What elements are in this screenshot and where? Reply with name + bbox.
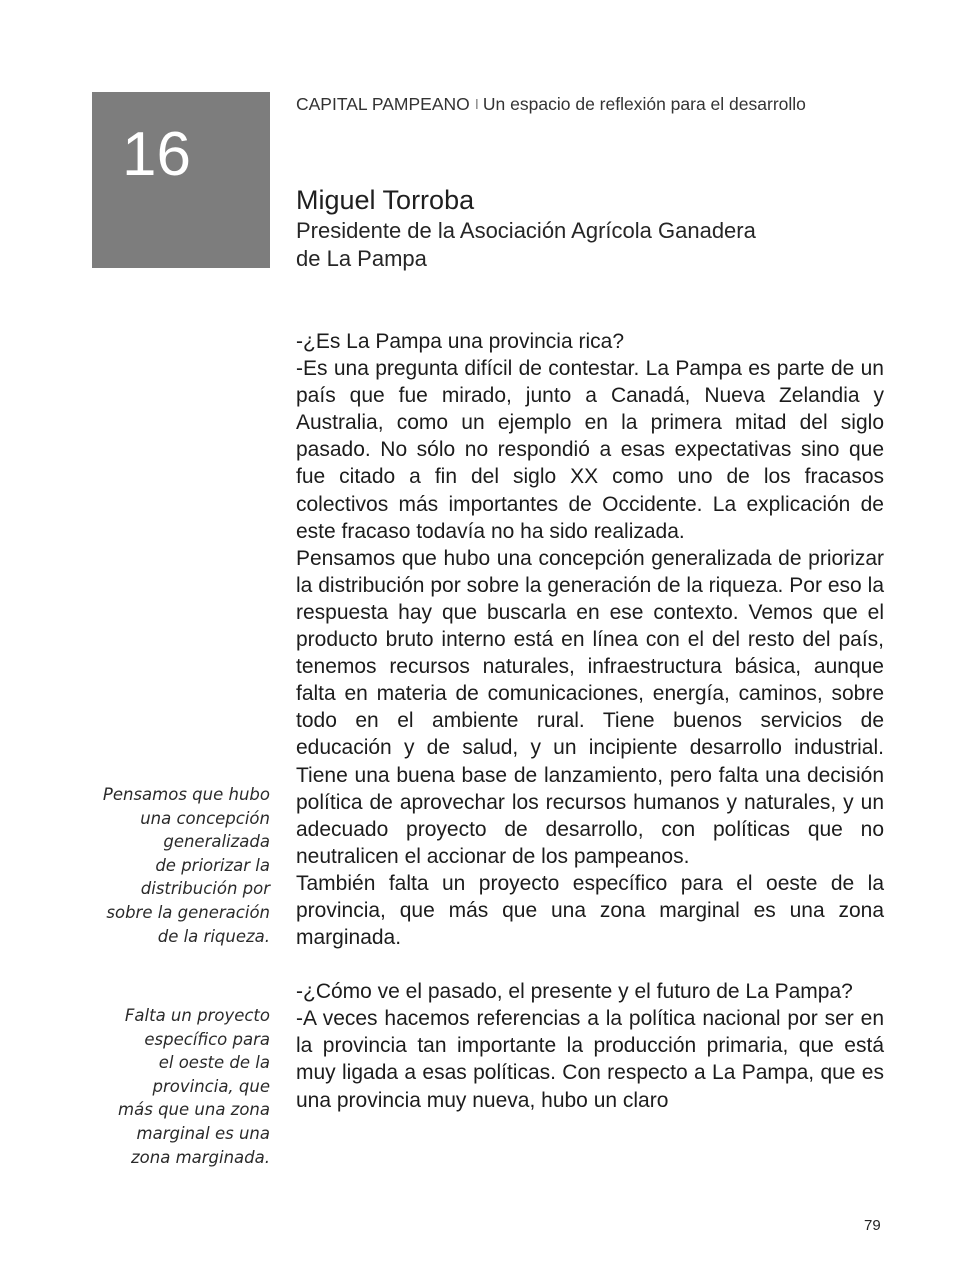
question-paragraph: -¿Es La Pampa una provincia rica?: [296, 330, 624, 353]
answer-paragraph: Pensamos que hubo una concepción generalizada de priorizar la distribución por sobre la generación de la riqueza. Por eso la respuesta hay que buscarla en ese contexto. Vemos que el producto bruto interno está en línea con el del resto del país, tenemos recursos naturales, infraestructura básica, aunque falta en materia de comunicaciones, energía, caminos, sobre todo en el ambiente rural. Tiene buenos servicios de educación y de salud, y un incipiente desarrollo industrial. Tiene una buena base de lanzamiento, pero falta una decisión política de aprovechar los recursos humanos y naturales, y un adecuado proyecto de desarrollo, con políticas que no neutralicen el accionar de los pampeanos.: [296, 546, 884, 868]
running-header: [296, 94, 806, 115]
interview-body: [296, 328, 884, 1114]
chapter-number: 16: [122, 120, 191, 189]
publication-title: CAPITAL PAMPEANO: [296, 94, 470, 114]
answer-paragraph: -Es una pregunta difícil de contestar. La Pampa es parte de un país que fue mirado, junto a Canadá, Nueva Zelandia y Australia, como un ejemplo en la primera mitad del siglo pasado. No sólo no respondió a esas expectativas sino que fue citado a fin del siglo XX como uno de los fracasos colectivos más importantes de Occidente. La explicación de este fracaso todavía no ha sido realizada.: [296, 357, 884, 543]
pullquote: Pensamos que hubo una concepción generalizada de priorizar la distribución por sobre la generación de la riqueza.: [102, 785, 270, 946]
author-role-line-1: Presidente de la Asociación Agrícola Ganadera: [296, 218, 756, 243]
header-separator: I: [474, 96, 479, 113]
answer-paragraph: También falta un proyecto específico para el oeste de la provincia, que más que una zona marginal es una zona marginada.: [296, 871, 884, 950]
author-block: [296, 183, 896, 273]
chapter-number-box: [92, 92, 270, 268]
pullquote: Falta un proyecto específico para el oeste de la provincia, que más que una zona marginal es una zona marginada.: [118, 1006, 270, 1167]
author-role-line-2: de La Pampa: [296, 246, 427, 271]
author-name: Miguel Torroba: [296, 185, 475, 215]
question-paragraph: -¿Cómo ve el pasado, el presente y el futuro de La Pampa?: [296, 980, 853, 1004]
page-number: 79: [864, 1217, 881, 1234]
publication-subtitle: Un espacio de reflexión para el desarrollo: [482, 94, 806, 114]
answer-paragraph: -A veces hacemos referencias a la política nacional por ser en la provincia tan importante la producción primaria, que está muy ligada a esas políticas. Con respecto a La Pampa, que es una provincia muy nueva, hubo un claro: [296, 1007, 884, 1112]
